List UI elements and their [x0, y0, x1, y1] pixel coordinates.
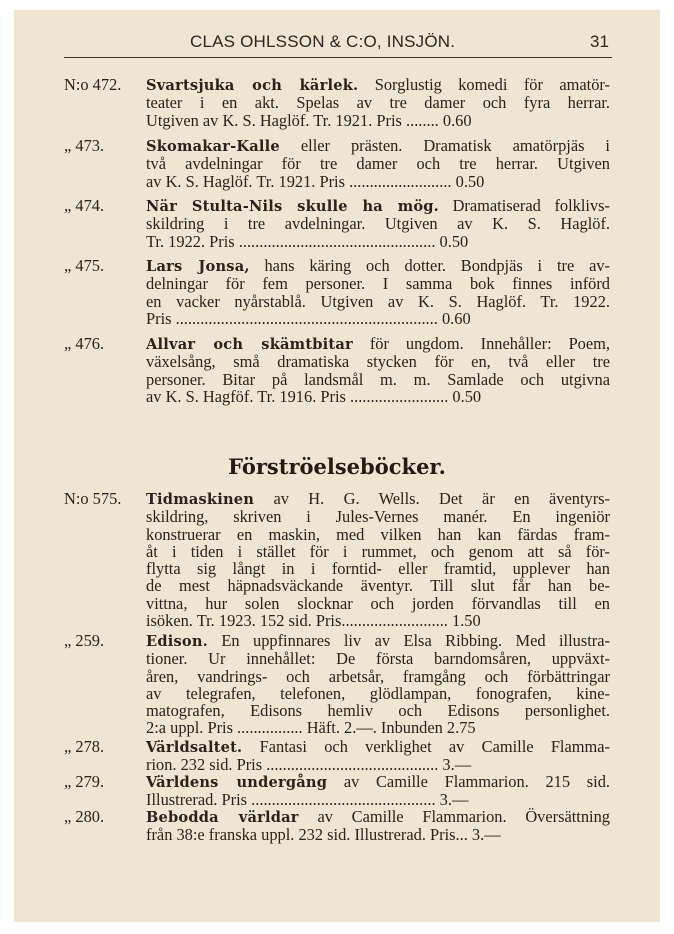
- entry-line-text: Illustrerad. Pris ............................................. 3.—: [146, 790, 469, 810]
- entry-line: [146, 560, 610, 577]
- entry-line-text: vittna, hur solen slocknar och jorden förvandlas till en: [146, 593, 610, 613]
- entry-title: Edison.: [146, 633, 208, 650]
- entry-line-text: Utgiven av K. S. Haglöf. Tr. 1921. Pris ........ 0.60: [146, 110, 472, 130]
- entry-title: Bebodda världar: [146, 809, 299, 826]
- entry-line-text: från 38:e franska uppl. 232 sid. Illustrerad. Pris... 3.—: [146, 825, 501, 845]
- entry-title: Världens undergång: [146, 774, 328, 791]
- entry-line-text: teater i en akt. Spelas av tre damer och fyra herrar.: [146, 93, 610, 113]
- section-title: Förströelseböcker.: [228, 454, 446, 479]
- entry-number: „ 473.: [64, 136, 105, 155]
- entry-text: [146, 490, 610, 629]
- entry-text: [146, 257, 610, 327]
- entry-line-text: av H. G. Wells. Det är en äventyrs-: [254, 489, 610, 508]
- entry-line: [146, 490, 610, 508]
- entry-line: [146, 526, 610, 543]
- entry-line-text: Fantasi och verklighet av Camille Flamma-: [242, 737, 610, 756]
- entry-line: [146, 215, 610, 232]
- entry-line-text: 2:a uppl. Pris ................ Häft. 2.—. Inbunden 2.75: [146, 718, 476, 738]
- entry-line: [146, 137, 610, 155]
- entry-line-text: en vacker nyårstablå. Utgiven av K. S. Haglöf. Tr. 1922.: [146, 291, 610, 311]
- entry-line: [146, 371, 610, 388]
- entry-line: [146, 112, 610, 129]
- page-header: [0, 30, 674, 56]
- entry-line-text: Sorglustig komedi för amatör-: [358, 75, 610, 94]
- entry-line: [146, 275, 610, 292]
- entry-text: [146, 137, 610, 190]
- entry-number: „ 279.: [64, 772, 105, 791]
- entry-line-text: rion. 232 sid. Pris .......................................... 3.—: [146, 755, 472, 775]
- entry-line: [146, 595, 610, 612]
- entry-line-text: konstruerar en maskin, med vilken han kan färdas fram-: [146, 524, 610, 544]
- entry-line-text: av Camille Flammarion. 215 sid.: [327, 772, 610, 791]
- entry-line-text: av K. S. Haglöf. Tr. 1921. Pris ......................... 0.50: [146, 171, 485, 191]
- entry-title: Lars Jonsa,: [146, 258, 250, 275]
- entry-line: [146, 756, 610, 773]
- entry-line-text: eller prästen. Dramatisk amatörpjäs i: [279, 136, 610, 155]
- entry-line-text: av K. S. Hagföf. Tr. 1916. Pris ........................ 0.50: [146, 386, 482, 406]
- entry-line-text: växelsång, små dramatiska stycken för en, två eller tre: [146, 352, 610, 372]
- entry-line-text: En uppfinnares liv av Elsa Ribbing. Med illustra-: [207, 631, 610, 650]
- entry-text: [146, 197, 610, 250]
- entry-line: [146, 702, 610, 719]
- entry-title: Skomakar-Kalle: [146, 138, 280, 155]
- entry-line-text: tioner. Ur innehållet: De första barndomsåren, uppväxt-: [146, 649, 610, 669]
- entry-title: När Stulta-Nils skulle ha mög.: [146, 198, 439, 215]
- entry-line: [146, 738, 610, 756]
- entry-line-text: skildring i tre avdelningar. Utgiven av K. S. Haglöf.: [146, 214, 610, 234]
- entry-text: [146, 335, 610, 405]
- entry-line: [146, 388, 610, 405]
- entry-line-text: av telegrafen, telefonen, glödlampan, fonografen, kine-: [146, 683, 610, 703]
- entry-line: [146, 543, 610, 560]
- entry-line: [146, 650, 610, 667]
- entry-line: [146, 791, 610, 808]
- entry-title: Allvar och skämtbitar: [146, 336, 353, 353]
- entry-line: [146, 257, 610, 275]
- entry-line: [146, 76, 610, 94]
- entry-number: „ 474.: [64, 196, 105, 215]
- entry-number: N:o 575.: [64, 489, 122, 508]
- entry-line-text: flytta sig långt in i forntid- eller framtid, upplever han: [146, 559, 610, 579]
- entry-line: [146, 233, 610, 250]
- entry-line-text: skildring, skriven i Jules-Vernes manér. En ingeniör: [146, 507, 610, 527]
- entry-line-text: Pris ................................................................ 0.60: [146, 308, 471, 328]
- entry-line: [146, 612, 610, 629]
- entry-title: Svartsjuka och kärlek.: [146, 77, 359, 94]
- entry-line: [146, 94, 610, 111]
- entry-line: [146, 826, 610, 843]
- entry-text: [146, 808, 610, 844]
- entry-line-text: två avdelningar för tre damer och tre herrar. Utgiven: [146, 154, 610, 174]
- entry-line-text: åt i tiden i stället för i rummet, och genom att så för-: [146, 541, 610, 561]
- entry-text: [146, 773, 610, 809]
- entry-line: [146, 773, 610, 791]
- entry-title: Världsaltet.: [146, 739, 243, 756]
- entry-line-text: personer. Bitar på landsmål m. m. Samlade och utgivna: [146, 369, 610, 389]
- entry-text: [146, 738, 610, 774]
- entry-text: [146, 632, 610, 737]
- entry-line-text: Dramatiserad folklivs-: [438, 196, 610, 215]
- entry-line: [146, 508, 610, 525]
- entry-line-text: av Camille Flammarion. Översättning: [298, 807, 610, 826]
- entry-line: [146, 335, 610, 353]
- entry-line-text: de mest häpnadsväckande äventyr. Till slut får han be-: [146, 576, 610, 596]
- page-title: CLAS OHLSSON & C:O, INSJÖN.: [190, 32, 456, 51]
- entry-line-text: åren, vandrings- och arbetsår, framgång och förbättringar: [146, 666, 610, 686]
- entry-line-text: för ungdom. Innehåller: Poem,: [352, 334, 610, 353]
- entry-line: [146, 668, 610, 685]
- entry-line: [146, 577, 610, 594]
- entry-line-text: hans käring och dotter. Bondpjäs i tre av-: [249, 256, 610, 275]
- entry-line: [146, 293, 610, 310]
- entry-line: [146, 719, 610, 736]
- entry-line: [146, 685, 610, 702]
- entry-number: N:o 472.: [64, 75, 122, 94]
- entry-line: [146, 197, 610, 215]
- entry-line: [146, 632, 610, 650]
- entry-line: [146, 155, 610, 172]
- entry-line-text: matografen, Edisons hemliv och Edisons personlighet.: [146, 701, 610, 721]
- page-number: 31: [590, 32, 609, 51]
- entry-title: Tidmaskinen: [146, 491, 255, 508]
- entry-number: „ 280.: [64, 807, 105, 826]
- entry-text: [146, 76, 610, 129]
- entry-line: [146, 173, 610, 190]
- entry-line: [146, 353, 610, 370]
- entry-line: [146, 310, 610, 327]
- entry-number: „ 476.: [64, 334, 105, 353]
- entry-number: „ 475.: [64, 256, 105, 275]
- entry-line-text: delningar för fem personer. I samma bok finnes införd: [146, 274, 610, 294]
- entry-line: [146, 808, 610, 826]
- entry-number: „ 278.: [64, 737, 105, 756]
- header-rule: [64, 57, 612, 58]
- entry-number: „ 259.: [64, 631, 105, 650]
- entry-line-text: isöken. Tr. 1923. 152 sid. Pris.......................... 1.50: [146, 611, 481, 631]
- entry-line-text: Tr. 1922. Pris ................................................ 0.50: [146, 231, 469, 251]
